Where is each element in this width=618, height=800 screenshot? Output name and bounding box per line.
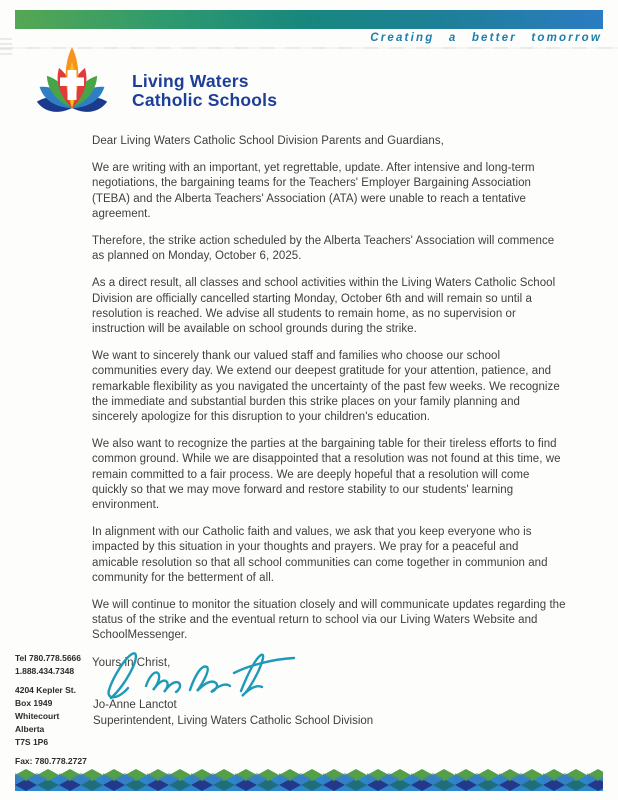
phone-line2: 1.888.434.7348 [15,666,75,676]
signature-block [93,698,373,729]
paragraph-1: We are writing with an important, yet regrettable, update. After intensive and long-term negotiations, the bargaining teams for the Teachers' Employer Bargaining Association (TEBA) and the Alberta Teachers' Association (ATA) were unable to reach a tentative agreement. [92,162,535,220]
address-line: T7S 1P6 [15,737,49,747]
address-line: Whitecourt [15,711,60,721]
address-line: 4204 Kepler St. [15,685,76,695]
org-name-line2: Catholic Schools [132,90,278,110]
living-waters-logo-icon [18,44,126,112]
contact-info [15,652,100,768]
fax-line: Fax: 780.778.2727 [15,756,87,766]
footer-diamond-band [15,769,603,791]
letter-body [92,134,566,683]
header-gradient-bar [15,10,603,29]
paragraph-6: In alignment with our Catholic faith and values, we ask that you keep everyone who is impacted by this situation in your thoughts and prayers. We pray for a peaceful and amicable resolution so that all school communities can come together in communion and community for the betterment of all. [92,526,548,584]
scan-artifact-smudge [0,38,12,56]
paragraph-2: Therefore, the strike action scheduled by the Alberta Teachers' Association will commence as planned on Monday, October 6, 2025. [92,235,555,263]
org-wordmark [132,72,277,110]
phone-group [15,652,100,678]
signature-name: Jo-Anne Lanctot [93,699,177,711]
paragraph-3: As a direct result, all classes and school activities within the Living Waters Catholic School Division are officially cancelled starting Monday, October 6th and will remain so until a resolution is reached. We advise all students to remain home, as no supervision or instruction will be available on school grounds during the strike. [92,277,556,336]
org-name-line1: Living Waters [132,71,249,91]
paragraph-4: We want to sincerely thank our valued staff and families who choose our school communities every day. We extend our deepest gratitude for your attention, patience, and remarkable flexibility as you navigated the uncertainty of the past few weeks. We recognize the immediate and substantial burden this strike places on your family planning and sincerely apologize for this disruption to your children's education. [92,350,560,424]
handwritten-signature-icon [98,646,316,702]
salutation: Dear Living Waters Catholic School Division Parents and Guardians, [92,135,444,147]
signature-title: Superintendent, Living Waters Catholic School Division [93,714,374,727]
address-line: Alberta [15,724,45,734]
header-tagline: Creating a better tomorrow [370,32,602,44]
address-line: Box 1949 [15,698,53,708]
address-group [15,684,100,749]
paragraph-7: We will continue to monitor the situation closely and will communicate updates regarding the status of the strike and the eventual return to school via our Living Waters Website and SchoolMessenger. [92,599,566,642]
paragraph-5: We also want to recognize the parties at the bargaining table for their tireless efforts to find common ground. While we are disappointed that a resolution was not found at this time, we remain committed to a fair process. We are deeply hopeful that a resolution will come quickly so that we may move forward and restore stability to our students' learning environment. [92,438,561,512]
closing: Yours in Christ, [92,656,171,669]
phone-line1: Tel 780.778.5666 [15,653,82,663]
